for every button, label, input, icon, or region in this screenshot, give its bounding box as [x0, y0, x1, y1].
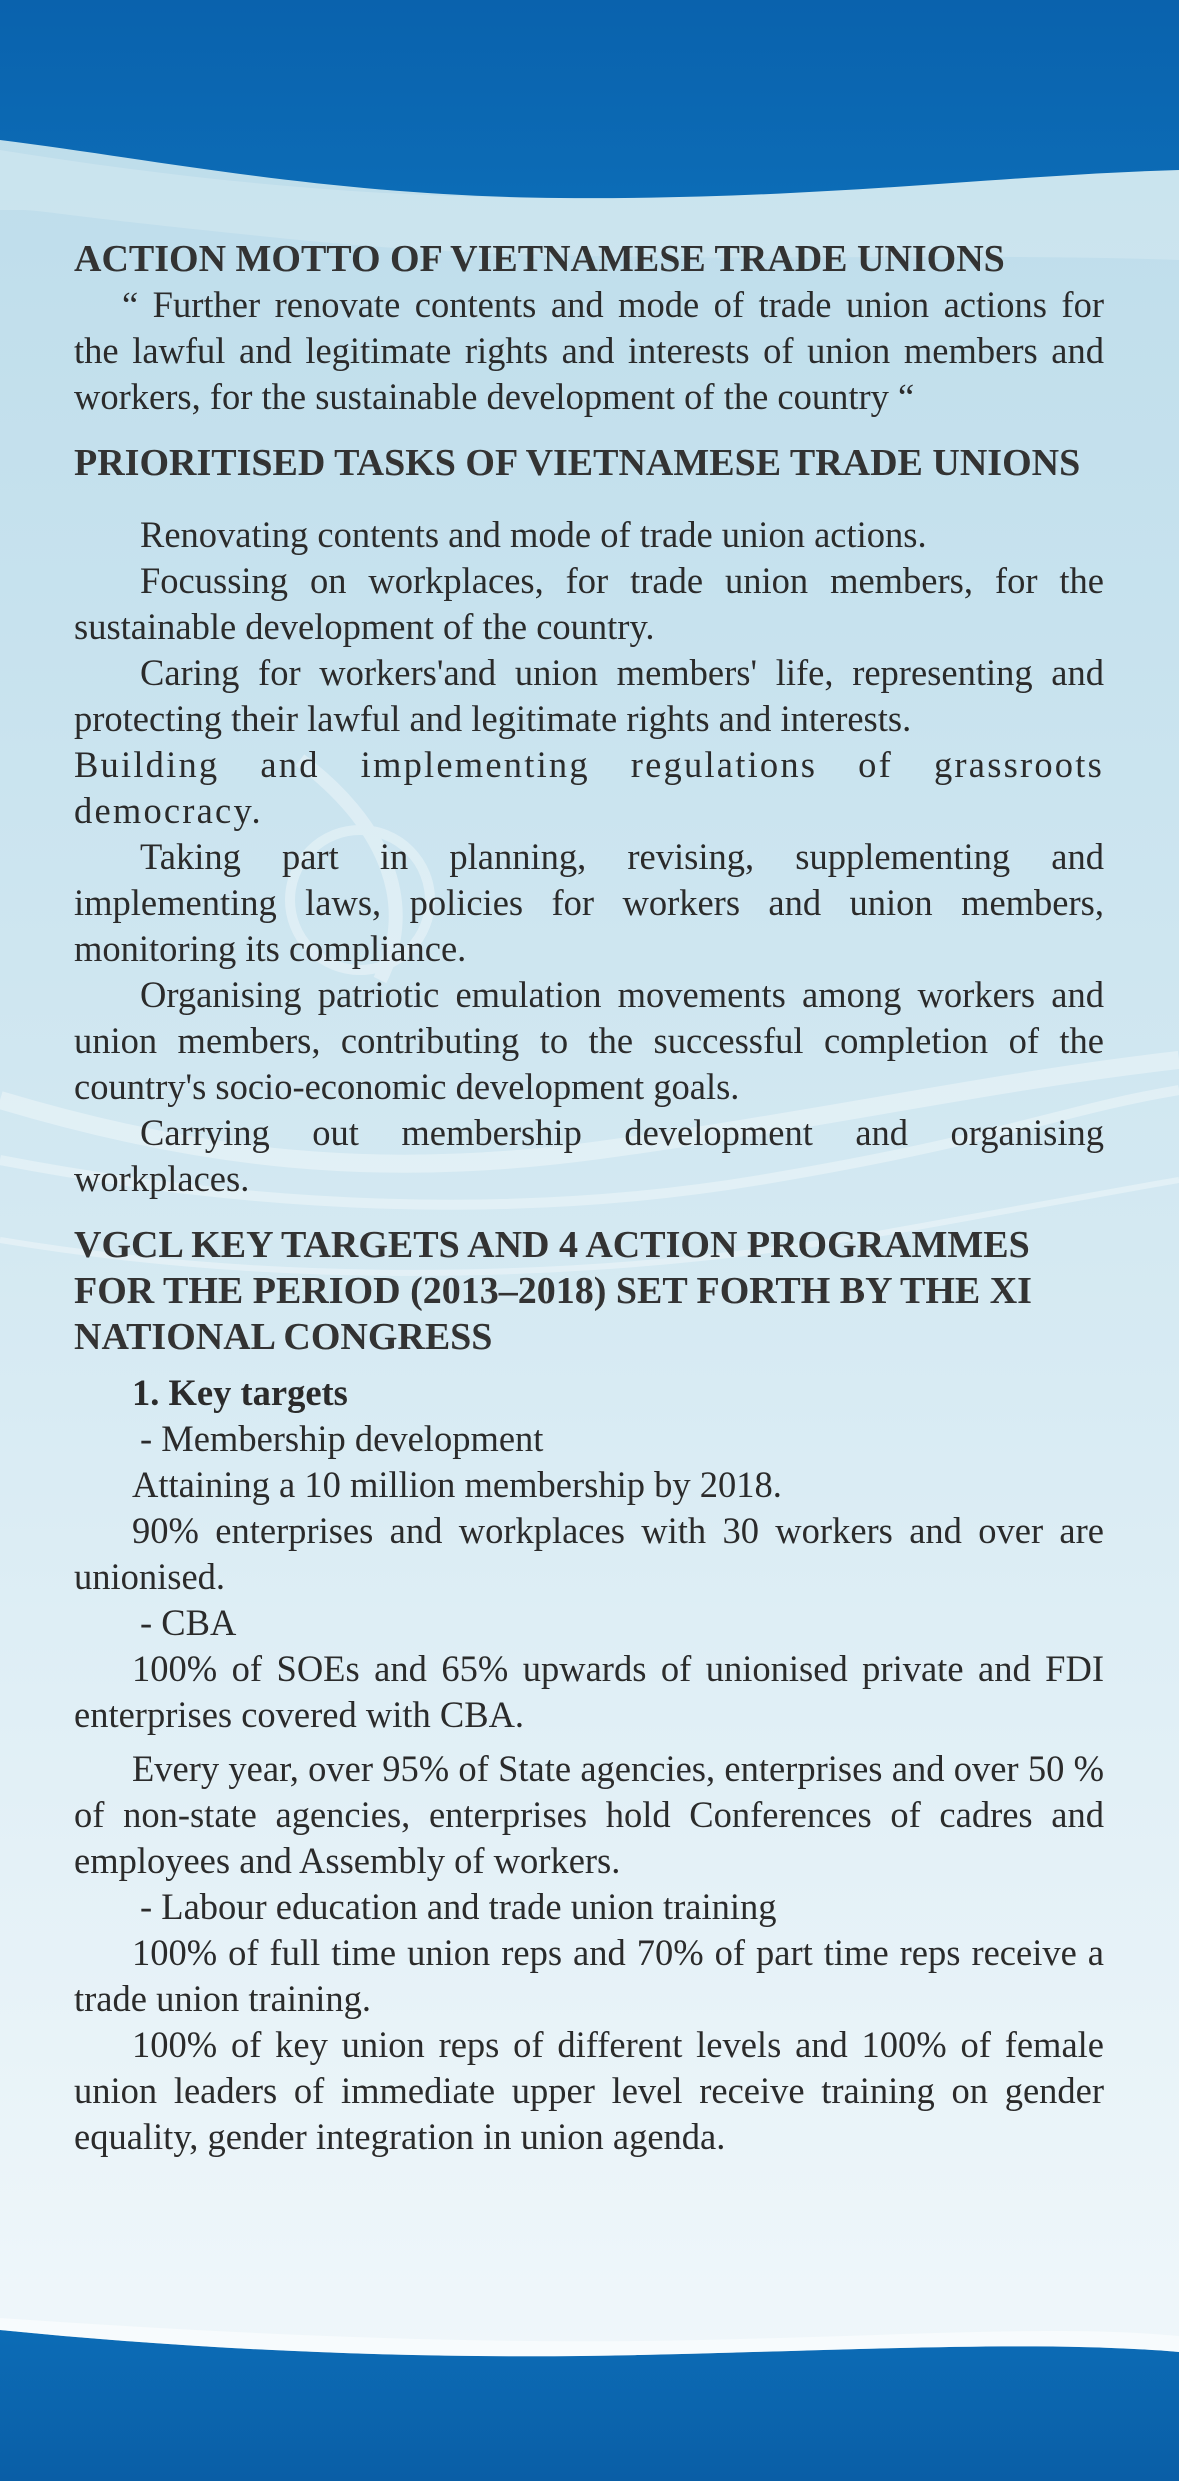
bottom-banner: [0, 2330, 1179, 2481]
task-item: Building and implementing regulations of grassroots democracy.: [74, 744, 1104, 831]
target-item: Every year, over 95% of State agencies, enterprises and over 50 % of non-state agencies, enterprises hold Conferences of cadres and employees and Assembly of workers.: [74, 1748, 1104, 1881]
membership-label: - Membership development: [140, 1418, 544, 1459]
target-item: 100% of full time union reps and 70% of part time reps receive a trade union training.: [74, 1932, 1104, 2019]
top-banner: [0, 0, 1179, 198]
task-item: Focussing on workplaces, for trade union members, for the sustainable development of the country.: [74, 560, 1104, 647]
key-targets-title: 1. Key targets: [132, 1372, 348, 1413]
cba-label: - CBA: [140, 1602, 237, 1643]
motto-heading: ACTION MOTTO OF VIETNAMESE TRADE UNIONS: [74, 238, 1005, 280]
target-item: Attaining a 10 million membership by 2018.: [132, 1464, 782, 1505]
content: [74, 236, 1104, 2160]
education-label: - Labour education and trade union training: [140, 1886, 777, 1927]
vgcl-heading: VGCL KEY TARGETS AND 4 ACTION PROGRAMMES FOR THE PERIOD (2013–2018) SET FORTH BY THE XI NATIONAL CONGRESS: [74, 1224, 1032, 1358]
task-item: Caring for workers'and union members' life, representing and protecting their lawful and legitimate rights and interests.: [74, 652, 1104, 739]
task-item: Renovating contents and mode of trade union actions.: [140, 514, 927, 555]
prioritised-heading: PRIORITISED TASKS OF VIETNAMESE TRADE UNIONS: [74, 442, 1081, 484]
target-item: 100% of key union reps of different levels and 100% of female union leaders of immediate upper level receive training on gender equality, gender integration in union agenda.: [74, 2024, 1104, 2157]
task-item: Taking part in planning, revising, supplementing and implementing laws, policies for workers and union members, monitoring its compliance.: [74, 836, 1104, 969]
task-item: Carrying out membership development and organising workplaces.: [74, 1112, 1104, 1199]
task-item: Organising patriotic emulation movements among workers and union members, contributing to the successful completion of the country's socio-economic development goals.: [74, 974, 1104, 1107]
target-item: 100% of SOEs and 65% upwards of unionised private and FDI enterprises covered with CBA.: [74, 1648, 1104, 1735]
motto-text: “ Further renovate contents and mode of trade union actions for the lawful and legitimate rights and interests of union members and workers, for the sustainable development of the country “: [74, 284, 1104, 417]
target-item: 90% enterprises and workplaces with 30 workers and over are unionised.: [74, 1510, 1104, 1597]
